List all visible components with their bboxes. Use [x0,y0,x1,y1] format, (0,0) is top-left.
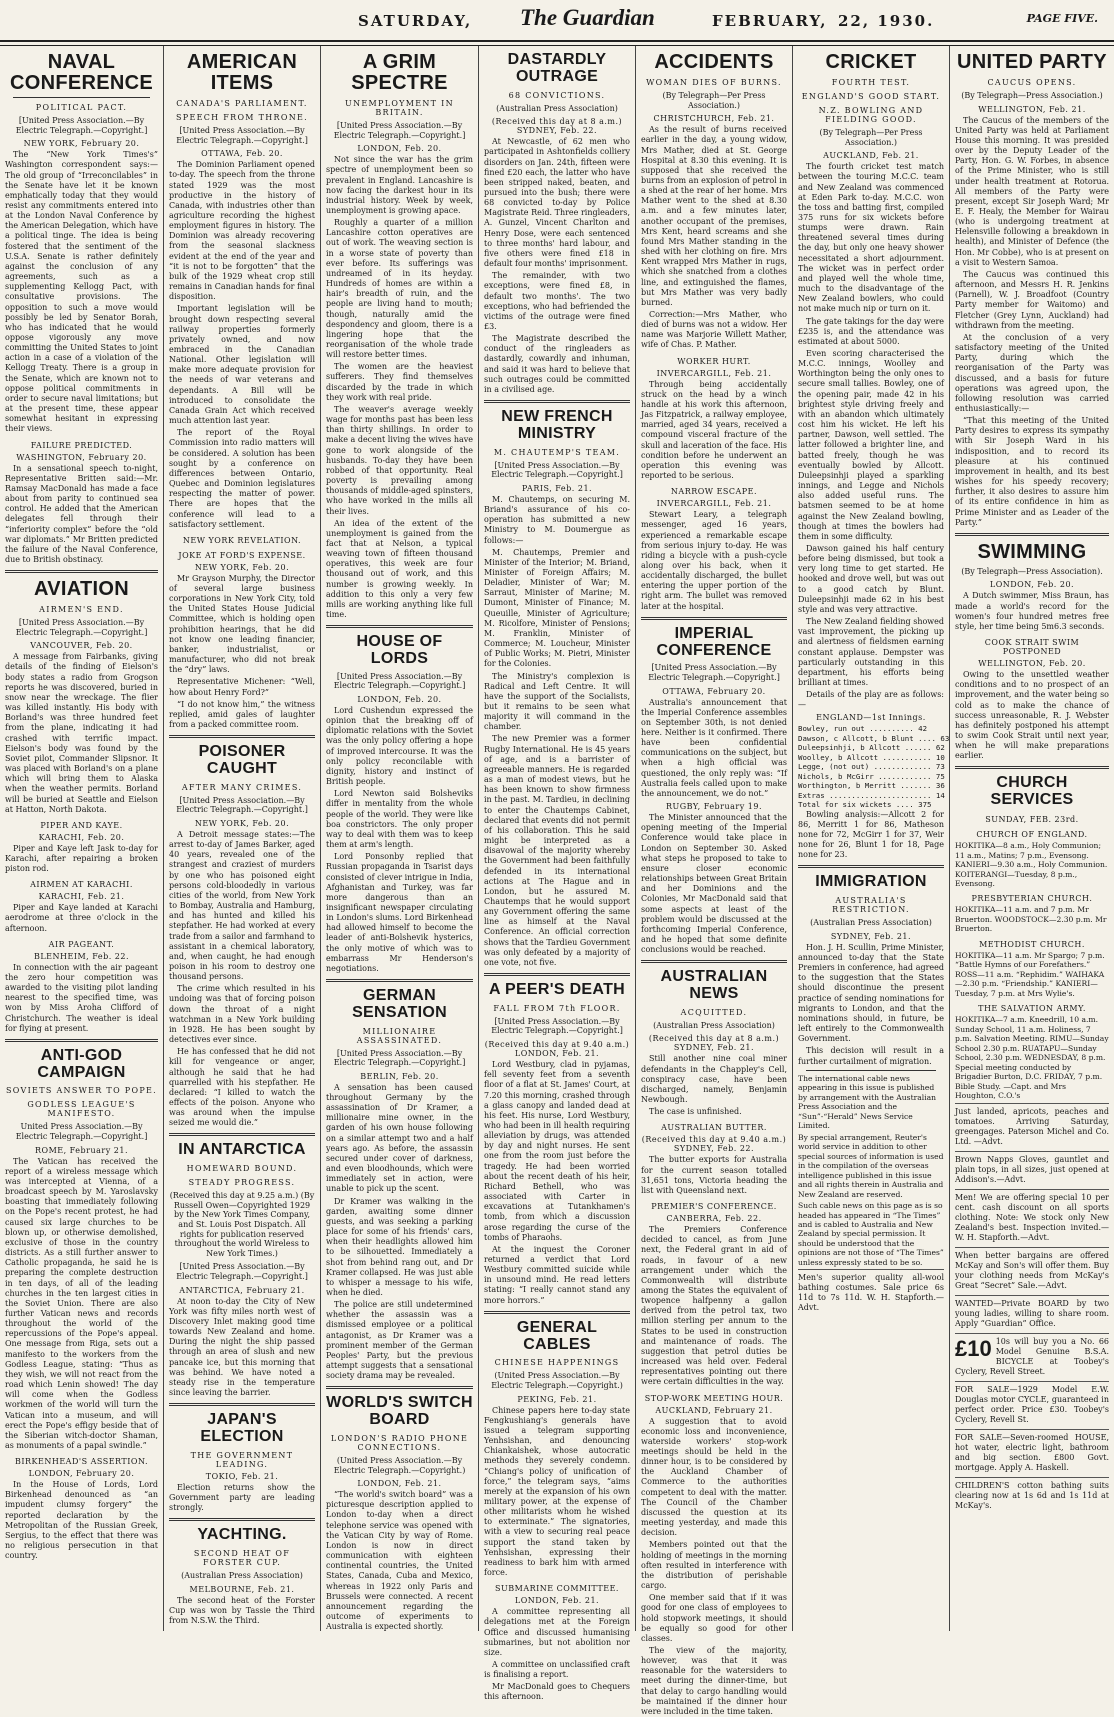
dateline: LONDON, Feb. 21. [514,1596,600,1606]
article-text: Bowling analysis:—Allcott 2 for 86, Merritt 1 for 86, Matheson none for 72, McGirr 1 for 37, Weir none for 26, Blunt 1 for 18, Page none for 23. [798,809,944,860]
dateline: AUCKLAND, Feb. 21. [823,151,919,161]
subhead: WORKER HURT. [677,356,751,366]
dateline: WASHINGTON, February 20. [16,452,147,462]
subhead: SUNDAY, FEB. 23rd. [985,815,1079,825]
dateline: OTTAWA, Feb. 20. [201,149,283,159]
divider [13,97,150,98]
dateline: BERLIN, Feb. 20. [360,1071,439,1081]
article-text: The police are still undetermined whether the assassin was a dismissed employee or a political antagonist, as Dr Kramer was a prominent member of the German Peoples' Party, but the previous attempt suggests that a sensational society drama may be revealed. [326,1300,473,1381]
subhead: NEW YORK REVELATION. [182,535,302,545]
subhead: GODLESS LEAGUE'S MANIFESTO. [27,1100,136,1119]
headline-dastardly-outrage: DASTARDLY OUTRAGE [507,51,607,85]
column-1 [0,46,164,1631]
column-2 [164,46,321,1631]
headline-house-of-lords: HOUSE OF LORDS [356,633,443,668]
dateline: LONDON, Feb. 20. [357,144,442,154]
subhead: CAUCUS OPENS. [987,78,1077,87]
dateline: CHRISTCHURCH, Feb. 21. [653,114,775,124]
divider [806,1070,936,1071]
subhead: THE SALVATION ARMY. [978,1004,1086,1014]
wire-credit: [United Press Association.—By Electric Telegraph.—Copyright.] [15,618,148,637]
wire-credit: (Australian Press Association) [181,1571,303,1581]
article-text: As the result of burns received earlier in the day, a young widow, Mrs Mather, died at St. George Hospital at 8.30 this evening. It is supposed that she received the burns from an explosion of petrol in a shed at the rear of her home. Mrs Mather went to the shed at 8.30 a.m. and a few minutes later, another occupant of the premises, Mrs Kent, heard screams and she found Mrs Mather standing in the shed with her clothing on fire. Mrs Kent wrapped Mrs Mather in rugs, which she snatched from a clothes line, and extinguished the flames, but Mrs Mather was very badly burned. [641,125,787,307]
advertisement: Brown Napps Gloves, gauntlet and plain tops, in all sizes, just opened at Addison's.—Advt. [955,1151,1109,1185]
divider [169,1133,315,1136]
advertisement: Men's superior quality all-wool bathing costumes. Sale price 6s 11d to 7s 11d. W. H. Stapforth.—Advt. [798,1269,944,1313]
wire-credit: [United Press Association.—By Electric Telegraph.—Copyright.] [491,1016,623,1036]
divider [484,1311,630,1314]
masthead-date: 22, 1930. [838,12,935,30]
subhead: AUSTRALIA'S RESTRICTION. [832,896,910,915]
wire-credit: (By Telegraph—Press Association). [961,566,1103,576]
headline-imperial-conference: IMPERIAL CONFERENCE [656,624,772,659]
article-text: A message from Fairbanks, giving details of the finding of Eielson's body states a radio from Grogson reports he was discovered, buried in snow near the wreckage. The flier was killed instantly. His body with Borland's was three hundred feet from the plane, indicating it had crashed with terrific impact. Eielson's body was found by the Soviet pilot, Commander Slipsnor. It was placed with Borland's on a plane which will bring them to Alaska when the weather permits. Borland will be buried at Seattle and Eielson at Hatton, North Dakota. [5,652,158,814]
dateline: (Received this day at 9.40 a.m.) LONDON, Feb. 21. [484,1040,630,1059]
article-text: An idea of the extent of the unemployment is gained from the fact that at Nelson, a typical weaving town of fifteen thousand operatives, this week are four thousand out of work, and this number is growing weekly. In addition to this only a very few mills are working anything like full time. [326,518,473,620]
dateline: LONDON, Feb. 21. [357,1479,442,1489]
divider [169,1518,315,1521]
subhead: FALL FROM 7th FLOOR. [493,1003,621,1013]
headline-worlds-switch-board: WORLD'S SWITCH BOARD [326,1394,473,1429]
masthead-title: The Guardian [520,5,655,30]
dateline: WELLINGTON, Feb. 20. [978,659,1086,669]
article-text: Stewart Leary, a telegraph messenger, aged 16 years, experienced a remarkable escape from serious injury to-day. He was riding a bicycle with a push-cycle along over his back, when it accidentally discharged, the bullet entering the upper portion of the right arm. The bullet was removed later at the hospital. [641,510,787,611]
dateline: KARACHI, Feb. 21. [38,892,125,902]
subhead: HOMEWARD BOUND. [186,1164,298,1174]
article-text: Important legislation will be brought down respecting several railway properties formerly privately owned, and now embraced in the Canadian National. Other legislation will make more adequate provision for the needs of war veterans and dependants. A Bill will be introduced to consolidate the Canada Grain Act which received much attention last year. [169,304,315,426]
service-listing: HOKITIKA—7 a.m. Kneedrill, 10 a.m. Sunday School, 11 a.m. Holiness, 7 p.m. Salvation Meeting. RIMU—Sunday School 2.30 p.m. RUATAPU—Sunday School, 2.30 p.m. WEDNESDAY, 8 p.m. Special meeting conducted by Brigadier Burton, D.C. FRIDAY, 7 p.m. Bible Study. —Capt. and Mrs Houghton, C.O.'s [955,1015,1109,1101]
article-text: Dr Kramer was walking in the garden, awaiting some dinner guests, and was seeking a parking place for some of his friends' cars, when their headlights allowed him to be silhouetted. Immediately a shot from behind rang out, and Dr Kramer collapsed. He was just able to whisper a message to his wife, when he died. [326,1196,473,1297]
divider [326,625,473,628]
article-text: Even scoring characterised the M.C.C. innings, Woolley and Worthington being the only ones to secure small tallies. Bowley, one of the opening pair, made 42 in his brightest style driving freely and with an abandon which ultimately cost him his wicket. He left his partner, Dawson, well settled. The latter followed a brighter line, and batted freely, though he was eventually bowled by Allcott. Duleepsinhji played a sparkling innings, and Legge and Nichols also added useful runs. The batsmen seemed to be at home against the New Zealand bowling, though at times the bowlers had them in some difficulty. [798,349,944,541]
subhead: THE GOVERNMENT LEADING. [190,1450,294,1469]
article-text: “The world's switch board” was a picturesque description applied to London to-day when a direct telephone service was opened with the Vatican City by way of Rome. London is now in direct communication with eighteen continental countries, the United States, Canada, Cuba and Mexico, whereas in 1922 only Paris and Brussels were connected. A recent announcement regarding the outcome of experiments to Australia is expected shortly. [326,1490,473,1632]
divider [326,979,473,982]
divider [5,570,158,573]
dateline: LONDON, Feb. 20. [989,580,1075,590]
dateline: PARIS, Feb. 21. [521,483,593,493]
score-total: Total for six wickets .... 375 [798,800,932,810]
subhead: UNEMPLOYMENT IN BRITAIN. [345,99,454,117]
wire-credit: (United Press Association.—By Electric Telegraph.—Copyright.) [491,1371,623,1390]
subhead: AUSTRALIAN BUTTER. [661,1123,767,1133]
article-text: The “New York Times's” Washington correspondent says:—The old group of “Irreconcilables” in the Senate have let it be known emphatically today that they would resist any commitments entered into at the London Naval Conference by the American Delegation, which have a political tinge. The idea is being fostered that the sentiment of the U.S.A. Senate is rather definitely against the conclusion of any agreements, such as a supplementing Kellogg Pact, with consultative provisions. The opposition to such a move would possibly be led by Senator Borah, who has indicated that he would oppose vigorously any move committing the United States to joint action in a case of a violation of the Kellogg Treaty. There is a group in the Senate, which are known not to oppose political commitments in order to secure naval limitations; but at the present time, these appear somewhat hesitant in expressing their views. [5,150,158,434]
article-text: The Minister announced that the opening meeting of the Imperial Conference would take place in London on September 30. Asked what steps he proposed to take to ensure closer economic relationships between Great Britain and her Dominions and the Colonies, Mr MacDonald said that some aspects at least of the problem would be discussed at the forthcoming Imperial Conference, and he hoped that some definite conclusions would be reached. [641,813,787,955]
service-listing: HOKITIKA—11 a.m. Mr Spargo; 7 p.m. “Battle Hymns of our Forefathers.” ROSS—11 a.m. “Rephidim.” WAIHAKA—2.30 p.m. “Friendship.” KANIERI—Tuesday, 7 p.m. at Mrs Wylie's. [955,950,1105,998]
subhead: SECOND HEAT OF FORSTER CUP. [193,1549,291,1568]
article-text: At noon to-day the City of New York was fifty miles north west of Discovery Inlet making good time towards New Zealand and home. During the night the ship passed through an area of slush and new pancake ice, but this morning that was behind. We have noted a steady rise in the temperature since leaving the barrier. [169,1296,315,1398]
article-text: The Ministry's complexion is Radical and Left Centre. It will have the support of the Socialists, but it remains to be seen what majority it will command in the chamber. [484,671,630,732]
article-text: Piper and Kaye left Jask to-day for Karachi, after repairing a broken piston rod. [5,843,158,874]
article-text: Correction:—Mrs Mather, who died of burns was not a widow. Her name was Marjorie Willett Mather, wife of Chas. P. Mather. [641,310,787,350]
article-text: M. Chautemps, on securing M. Briand's assurance of his co-operation has submitted a new Ministry to M. Doumergue as follows:— [484,494,630,545]
article-text: Lord Cushendun expressed the opinion that the breaking off of diplomatic relations with the Soviet was the only policy offering a hope of improved intercourse. It was the only policy reconcilable with dignity, history and instinct of British people. [326,706,473,787]
subhead: SPEECH FROM THRONE. [175,113,309,122]
wire-credit: (Australian Press Association) [496,103,618,113]
headline-japans-election: JAPAN'S ELECTION [200,1411,284,1445]
article-text: A Detroit message states:—The arrest to-day of James Barker, aged 40 years, revealed one of the strangest and craziest of murders by one who has poisoned eight persons cold-bloodedly in various cities of the world, from New York to Bombay, Australia and Hamburg, and has hunted and killed his stepfather. He had worked at every trade from a sailor and farmhand to assistant in a chemical laboratory, and, when caught, he had enough poison in his room to destroy one thousand persons. [169,829,315,982]
headline-cricket: CRICKET [825,51,917,73]
article-text: Piper and Kaye landed at Karachi aerodrome at three o'clock in the afternoon. [5,903,158,933]
article-text: Chinese papers here to-day state Fengkushiang's generals have issued a telegram supporting Yenhsishan, and denouncing Chiankaishek, whose autocratic methods they severely condemn. “Chiang's policy of unification of force,” the telegram says, “aims merely at the expansion of his own military power, at the expense of other militarists whom he wished to exterminate.” The signatories, with a view to securing real peace support the stand taken by Yenhsishan, expressing their readiness to bark him with armed force. [484,1405,630,1578]
article-text: He has confessed that he did not kill for vengeance or anger, although he said that he had quarrelled with his stepfather. He declared: “I killed to watch the effects of the poison. Anyone who was around when the impulse seized me would die.” [169,1047,315,1128]
divider [5,1039,158,1042]
article-text: A committee on unclassified craft is finalising a report. [484,1660,630,1680]
wire-credit: (Australian Press Association) [810,918,932,928]
wire-credit: [United Press Association.—By Electric Telegraph.—Copyright.] [176,795,308,815]
headline-accidents: ACCIDENTS [654,51,774,73]
article-text: The Dominion Parliament opened to-day. The speech from the throne stated 1929 was the most productive in the history of Canada, with industries other than agriculture recording the highest employment figures in history. The Dominion was already recovering from the seasonal slackness evident at the end of the year and “it is not to be forgotten” that the bulk of the 1929 wheat crop still remains in Canadian hands for final disposition. [169,160,315,302]
advertisement: Just landed, apricots, peaches and tomatoes. Arriving Saturday, greengages. Paterson Michel and Co. Ltd. —Advt. [955,1103,1109,1147]
cable-notice: The international cable news appearing in this issue is published by arrangement with the Australian Press Association and the “Sun”-“Herald” News Service Limited. [798,1073,937,1131]
headline-a-peers-death: A PEER'S DEATH [488,981,626,999]
subhead: JOKE AT FORD'S EXPENSE. [178,550,306,560]
subhead: CHURCH OF ENGLAND. [976,830,1088,840]
article-text: Not since the war has the grim spectre of unemployment been so prevalent in England. Lancashire is now facing the darkest hour in its industrial history. Week by week, unemployment is growing apace. [326,155,473,215]
dateline: LONDON, Feb. 20. [357,695,442,704]
subhead: ENGLAND'S GOOD START. [801,92,941,101]
service-listing: HOKITIKA—8 a.m., Holy Communion; 11 a.m., Matins; 7 p.m., Evensong. KANIERI—9.30 a.m., Holy Communion. KOITERANGI—Tuesday, 8 p.m., Evensong. [955,841,1108,888]
wire-credit: [United Press Association.—By Electric Telegraph.—Copyright.] [648,663,780,682]
wire-credit: [United Press Association.—By Electric Telegraph.—Copyright.] [176,126,308,145]
subhead: COOK STRAIT SWIM POSTPONED [984,638,1080,657]
article-text: The view of the majority, however, was that it was reasonable for the watersiders to meet during the dinner-time, but that delay to cargo handling would be maintained if the dinner hour were included in the time taken. [641,1645,787,1716]
article-text: Owing to the unsettled weather conditions and to no prospect of an improvement, and the water being so cold as to make the chance of success unreasonable, R. J. Webster has definitely postponed his attempt to swim Cook Strait until next year, when he will make preparations earlier. [955,670,1109,761]
subhead: FAILURE PREDICTED. [30,440,133,450]
dateline: NEW YORK, February 20. [23,139,140,149]
headline-american-items: AMERICAN ITEMS [186,51,298,94]
article-text: Mr MacDonald goes to Chequers this afternoon. [484,1682,630,1702]
score-line: Legge, (not out) ............. 73 [798,762,945,772]
wire-credit: [United Press Association.—By Electric Telegraph.—Copyright.] [491,460,623,480]
article-text: Details of the play are as follows:— [798,690,944,710]
article-text: The butter exports for Australia for the current season totalled 31,651 tons, Victoria heading the list with Queensland next. [641,1155,787,1195]
article-text: The crime which resulted in his undoing was that of forcing poison down the throat of a night watchman in a New York building in 1928. He has been sought by detectives ever since. [169,984,315,1045]
classified-ad: FOR SALE—Seven-roomed HOUSE, hot water, electric light, bathroom and big section. £800 Govt. mortgage. Apply A. Haskell. [955,1429,1109,1473]
wire-credit: (By Telegraph—Per Press Association.) [819,128,923,147]
advertisement: When better bargains are offered McKay and Son's will offer them. Buy your clothing needs from McKay's Great “Secret” Sale.—Advt. [955,1247,1109,1291]
wire-credit: (Australian Press Association) [653,1020,775,1030]
headline-yachting: YACHTING. [197,1526,287,1544]
dateline: (Received this day at 8 a.m.) SYDNEY, Feb. 21. [648,1034,780,1053]
dateline: AUCKLAND, February 21. [655,1405,773,1415]
classified-ad [955,1333,1109,1377]
article-text: A Dutch swimmer, Miss Braun, has made a world's record for the women's four hundred metres free style, her time being 5m6.3 seconds. [955,591,1109,631]
article-text: The women are the heaviest sufferers. They find themselves discarded by the trade in which they work with real pride. [326,362,473,402]
dateline: WELLINGTON, Feb. 21. [978,104,1086,114]
classified-ad: WANTED—Private BOARD by two young ladies, willing to share room. Apply “Guardian” Office. [955,1295,1109,1329]
article-text: Dawson gained his half century before being dismissed, but took a very long time to get started. He hooked and drove well, but was out to a good catch by Blunt. Duleepsinhji made 62 in his best style and was very attractive. [798,543,944,614]
dateline: SYDNEY, Feb. 21. [830,931,912,941]
wire-credit: United Press Association.—By Electric Telegraph.—Copyright.] [15,1122,148,1142]
wire-credit: [United Press Association.—By Electric Telegraph.—Copyright.] [333,671,466,691]
subhead: CHINESE HAPPENINGS [494,1358,620,1368]
subhead: METHODIST CHURCH. [979,939,1085,949]
article-text: The Magistrate described the conduct of the ringleaders as dastardly, cowardly and inhuman, and said it was hard to believe that such outrages could be committed in a civilised age. [484,334,630,394]
article-text: A suggestion that to avoid economic loss and inconvenience, waterside workers' stop-work meetings should be held in the dinner hour, is to be considered by the Auckland Chamber of Commerce to the authorities competent to deal with the matter. The Council of the Chamber discussed the question at its meeting yesterday, and made this decision. [641,1416,787,1538]
dateline: CANBERRA, Feb. 22. [666,1214,762,1224]
column-4 [479,46,636,1702]
article-text: At the inquest the Coroner returned a verdict that Lord Westbury committed suicide while in unsound mind. He read letters stating: “I really cannot stand any more horrors.” [484,1244,630,1305]
article-text: Representative Michener: “Well, how about Henry Ford?” [169,677,315,697]
dateline: NEW YORK, Feb. 20. [194,562,290,572]
dateline: RUGBY, February 19. [665,802,763,812]
score-line: Woolley, b Allcott ........... 10 [798,752,945,762]
dateline: NEW YORK, Feb. 20. [194,818,290,828]
page-number: PAGE FIVE. [1026,12,1098,25]
dateline: PEKING, Feb. 21. [517,1394,597,1404]
dateline: BLENHEIM, Feb. 22. [33,951,130,961]
headline-in-antarctica: IN ANTARCTICA [178,1141,306,1159]
article-text: At Newcastle, of 62 men who participated in Ashtonfields colliery disorders on Jan. 24th, fifteen were fined £20 each, the latter who have been stripped naked, beaten, and pursued into the bush; there were 68 convicted to-day by Police Magistrate Reid. Three ringleaders, A. Gunzel, Vincent Charlton and Henry Dose, were each sentenced to three months' hard labour, and five others were fined £18 in default four months' imprisonment. [484,137,630,269]
subhead: NARROW ESCAPE. [670,487,758,497]
column-6 [793,46,950,1631]
score-line: Dawson, c Allcott, b Blunt .... 63 [798,733,950,743]
wire-credit: (By Telegraph—Press Association.) [961,91,1103,100]
column-3 [321,46,479,1631]
masthead-day: SATURDAY, [358,12,473,30]
article-text: The remainder, with two exceptions, were fined £8, in default two months'. The two exceptions, who had befriended the victims of the outrage were fined £3. [484,271,630,331]
article-text: One member said that if it was good for one class of employees to hold stopwork meetings, it should be equally so good for other classes. [641,1593,787,1643]
score-line: Nichols, b McGirr ............ 75 [798,771,945,781]
article-text: Hon. J. H. Scullin, Prime Minister, announced to-day that the State Premiers in conference, had agreed to the suggestion that the States should discontinue the present practice of sending nominations for migrants to London, and that the nominations should, in future, be left entirely to the Commonwealth Government. [798,942,944,1044]
advertisement: Men! We are offering special 10 per cent. cash discount on all sports clothing. Note: We stock only New Zealand's best. Inspection invited.—W. H. Stapforth.—Advt. [955,1189,1109,1243]
dateline: MELBOURNE, Feb. 21. [189,1584,295,1594]
headline-new-french-ministry: NEW FRENCH MINISTRY [501,408,613,442]
headline-general-cables: GENERAL CABLES [516,1318,598,1353]
dateline: INVERCARGILL, Feb. 21. [656,368,772,378]
article-text: Still another nine coal miner defendants in the Chappley's Cell, conspiracy case, have been discharged, namely, Benjamin Newbough. [641,1054,787,1105]
dateline: KARACHI, Feb. 20. [38,832,125,842]
article-text: The Premiers Conference decided to cancel, as from June next, the Federal grant in aid of roads, in favour of a new arrangement under which the Commonwealth will distribute among the States the equivalent of twopence halfpenny a gallon derived from the petrol tax, two million sterling per annum to the States to be used in construction and maintenance of roads. The suggestion that petrol duties be increased was held over. Federal representatives pointing out there were certain difficulties in the way. [641,1225,787,1387]
score-line: Bowley, run out .......... 42 [798,724,928,734]
dateline: ROME, February 21. [34,1145,129,1155]
dateline: ANTARCTICA, February 21. [179,1285,305,1295]
subhead: FOURTH TEST. [831,78,911,87]
subhead: STOP-WORK MEETING HOUR. [644,1393,784,1403]
headline-church-services: CHURCH SERVICES [990,774,1074,809]
ad-text: 10s will buy you a No. 66 Model Genuine B.S.A. BICYCLE at Toobey's Cyclery, Revell Street. [955,1336,1109,1376]
article-text: The New Zealand fielding showed vast improvement, the picking up and alertness of fieldsmen earning constant applause. Dempster was particularly outstanding in this department, his efforts being brilliant at times. [798,617,944,687]
headline-a-grim-spectre: A GRIM SPECTRE [351,51,448,94]
cable-notice: Such cable news on this page as is so headed has appeared in “The Times” and is cabled to Australia and New Zealand by special permission. It should be understood that the opinions are not those of “The Times” unless expressly stated to be so. [798,1201,944,1267]
dateline: INVERCARGILL, Feb. 21. [656,499,772,509]
article-text: The Caucus was continued this afternoon, and Messrs H. R. Jenkins (Parnell), W. J. Broadfoot (Country Party member for Waitomo) and Fletcher (Grey Lynn, Auckland) had withdrawn from the meeting. [955,269,1109,330]
subhead: LONDON'S RADIO PHONE CONNECTIONS. [330,1433,469,1452]
article-text: Lord Ponsonby replied that Russian propaganda in Tsarist days consisted of clever intrigue in India, Afghanistan and Turkey, was far more dangerous than an insignificant newspaper circulating in London's slums. Lord Birkenhead had allowed himself to become the leader of anti-Bolshevik hysterics, the only motive of which was to embarrass Mr Henderson's negotiations. [326,852,473,973]
subhead: M. CHAUTEMP'S TEAM. [493,447,621,457]
wire-credit: [United Press Association.—By Electric Telegraph.—Copyright.] [15,116,148,135]
article-text: The weaver's average weekly wage for months past has been less than thirty shillings. In order to make a decent living the wives have gone to work alongside of the husbands. To-day they have been robbed of that opportunity. Real poverty is prevailing among thousands of middle-aged spinsters, who have worked in the mills all their lives. [326,404,473,516]
article-text: Lord Newton said Bolsheviks differ in mentality from the whole people of the world. They were like boa constrictors. The only proper way to deal with them was to keep them at arm's length. [326,789,473,850]
headline-australian-news: AUSTRALIAN NEWS [660,968,768,1003]
subhead: N.Z. BOWLING AND FIELDING GOOD. [818,106,924,124]
headline-german-sensation: GERMAN SENSATION [352,987,447,1021]
subhead: PRESBYTERIAN CHURCH. [971,894,1093,904]
article-text: Mr Grayson Murphy, the Director of several large business corporations in New York City, told the United States House Judicial Committee, which is holding open prohibition hearings, that he did not know one leading financier, banker, industrialist, or manufacturer, who did not break the “dry” laws. [169,573,315,675]
headline-naval-conference: NAVAL CONFERENCE [9,51,153,94]
article-text: Election returns show the Government party are leading strongly. [169,1482,315,1513]
masthead [0,0,1114,40]
dateline: VANCOUVER, Feb. 20. [30,641,133,651]
ad-price: £10 [955,1335,992,1361]
headline-poisoner-caught: POISONER CAUGHT [198,743,286,777]
article-text: The gate takings for the day were £235 is, and the attendance was estimated at about 5000. [798,316,944,346]
subhead: 68 CONVICTIONS. [508,90,606,100]
divider [798,865,944,868]
article-text: Australia's announcement that the Imperial Conference assembles on September 30th, is not denied here. Neither is it confirmed. There have been confidential communications on the subject, but when a high official was questioned, the only reply was: “If Australia feels called upon to make the announcement, we do not.” [641,697,787,798]
article-text: Roughly a quarter of a million Lancashire cotton operatives are out of work. The weaving section is in a worse state of poverty than ever before. Its sufferings was undreamed of in its heyday. Hundreds of homes are within a hair's breadth of ruin, and the people are living hand to mouth; though, naturally amid the despondency and gloom, there is a lingering hope that the reorganisation of the whole trade will restore better times. [326,218,473,360]
divider [484,973,630,976]
subhead: AIR PAGEANT. [48,939,115,949]
article-text: Lord Westbury, clad in pyjamas, fell seventy feet from a seventh floor of a flat at St. James' Court, at 7.20 this morning, crashed through a glass canopy and landed dead at his feet. His nurse, Lord Westbury, who had been in ill health requiring alleviation by drugs, was attended by day and night nurses. He sent one from the room just before the tragedy. He had been worried about the recent death of his heir, Richard Bethell, who was associated with Carter in excavations at Tutankhamen's tomb, from which a discussion arose regarding the curse of the tombs of Pharaohs. [484,1060,630,1242]
article-text: Through being accidentally struck on the head by a winch handle at his work this afternoon, Jas Fitzpatrick, a railway employee, married, aged 34 years, received a compound visceral fracture of the skull and laceration of the face. His condition before he underwent an operation this evening was reported to be serious. [641,379,787,481]
masthead-month: FEBRUARY, [712,12,828,30]
article-text: In a sensational speech to-night, Representative Britten said:—Mr. Ramsay MacDonald has made a face about from parity to continued sea control. He added that the American delegates fell through their “inferiority complex” before the “old war diplomats.” Mr Britten predicted the failure of the Naval Conference, due to British obstinacy. [5,463,158,564]
article-text: The Caucus of the members of the United Party was held at Parliament House this morning. It was presided over by the Deputy Leader of the Party, Hon. G. W. Forbes, in absence of the Prime Minister, who is still under health treatment at Rotorua. All members of the Party were present, except Sir Joseph Ward; Mr E. F. Healy, the Member for Wairau (who is undergoing treatment at Helensville following a breakdown in health), and Minister of Defence (the Hon. Mr Cobbe), who is at present on a visit to Western Samoa. [955,115,1109,267]
subhead: SUBMARINE COMMITTEE. [495,1584,619,1594]
divider [169,735,315,738]
article-text: The second heat of the Forster Cup was won by Tassie the Third from N.S.W. the Third. [169,1595,315,1625]
wire-credit: [United Press Association.—By Electric Telegraph.—Copyright.] [333,1048,466,1068]
article-text: The report of the Royal Commission into radio matters will be considered. A solution has been sought by a conference on differences between Ontario, Quebec and Dominion legislatures respecting the matter of power. There are hopes that the conference will lead to a satisfactory settlement. [169,428,315,529]
headline-aviation: AVIATION [34,578,129,601]
headline-united-party: UNITED PARTY [957,51,1107,73]
subhead: BIRKENHEAD'S ASSERTION. [14,1457,148,1467]
article-text: A sensation has been caused throughout Germany by the assassination of Dr Kramer, a millionaire mine owner, in the garden of his own house following on a similar attempt two and a half years ago. As before, the assassin secured under cover of darkness, and even bloodhounds, which were immediately set in action, were unable to pick up the scent. [326,1082,473,1194]
article-text: M. Chautemps, Premier and Minister of the Interior; M. Briand, Minister of Foreign Affairs; M. Deladier, Minister of War; M. Sarraut, Minister of Marine; M. Dumont, Minister of Finance; M. Queuille, Minister of Agriculture; M. Ricolfore, Minister of Pensions; M. Franklin, Minister of Commerce; M. Loucheur, Minister of Public Works; M. Pietri, Minister for the Colonies. [484,547,630,669]
column-5 [636,46,793,1716]
dateline: OTTAWA, February 20. [662,686,766,696]
wire-credit: [United Press Association.—By Electric Telegraph.—Copyright.] [333,121,466,140]
subhead: POLITICAL PACT. [35,103,128,112]
divider [641,960,787,963]
article-text: The fourth cricket test match between the touring M.C.C. team and New Zealand was commenced at Eden Park to-day. M.C.C. won the toss and batting first, compiled 375 runs for six wickets before stumps were drawn. Rain threatened several times during the day, but only one heavy shower necessitated a short adjournment. The wicket was in perfect order and played well the whole time, much to the disadvantage of the New Zealand bowlers, who could not make much nip or turn on it. [798,162,944,314]
score-line: Extras ....................... 14 [798,790,945,800]
subhead: PREMIER'S CONFERENCE. [651,1202,777,1212]
service-listing: HOKITIKA—11 a.m. and 7 p.m. Mr Bruerton. WOODSTOCK—2.30 p.m. Mr Bruerton. [955,905,1107,934]
dateline: LONDON, February 20. [28,1469,135,1479]
subhead: AIRMEN'S END. [39,605,124,615]
subhead: MILLIONAIRE ASSASSINATED. [356,1026,443,1045]
wire-credit: [United Press Association.—By Electric Telegraph.—Copyright.] [176,1262,308,1282]
article-text: The Vatican has received the report of a wireless message which was intercepted at Vienna, of a broadcast speech by M. Yaroslavsky boasting that immediately following on the Pope's recent protest, he had caused six large churches to be blown up, or otherwise demolished, exclusive of those in the country districts. As a still further answer to Catholic propaganda, he said he is preparing the complete destruction in ten days, of all of the leading churches in the ten largest cities in the Soviet Union. There are also further Vatican news and records throughout the world of the repercussions of the Pope's appeal. One message from Riga, sets out a manifesto to the workers from the Godless League, stating: “Thus as they wish, we will not react from the road which Lenin showed! The day will come when the Godless workmen of the world will turn the Vatican into a museum, and will erect the Pope's effigy beside that of the Siberian witch-doctor Shaman, as monuments of a papal swindle.” [5,1156,158,1450]
score-line: Worthington, b Merritt ....... 36 [798,781,945,791]
article-text: The case is unfinished. [649,1107,742,1117]
wire-credit: (By Telegraph—Per Press Association.) [662,91,766,110]
article-text: A committee representing all delegations met at the Foreign Office and discussed humanising submarines, but not abolition nor size. [484,1607,630,1657]
article-text: In connection with the air pageant the zero hour competition was awarded to the visiting pilot landing nearest to the specified time, was won by Miss Aroha Clifford of Christchurch. The weather is ideal for flying at present. [5,962,158,1033]
classified-ad: CHILDREN'S cotton bathing suits clearing now at 1s 6d and 1s 11d at McKay's. [955,1477,1109,1511]
subhead: CANADA'S PARLIAMENT. [176,99,308,108]
dateline: (Received this day at 9.40 a.m.) SYDNEY, Feb. 22. [641,1135,787,1154]
dateline: (Received this day at 8 a.m.) SYDNEY, Feb. 22. [491,117,623,136]
subhead: WOMAN DIES OF BURNS. [646,78,782,87]
subhead: AIRMEN AT KARACHI. [30,880,133,890]
article-text: The new Premier was a former Rugby International. He is 45 years of age, and is a barrister of agreeable manners. He is regarded as a man of modest views, but he has been known to show firmness in the past. M. Tardieu, in declining to enter the Chautemps Cabinet, declared that events did not permit of his collaboration. This he said might be interpreted as a disavowal of the majority whereby the Government had been faithfully defended in its international actions at The Hague and in London, but he assured M. Chautemps that he would support any Government offering the same line as himself at the Naval Conference. An official correction shows that the Tardieu Government was only defeated by a majority of one vote, not five. [484,734,630,967]
article-text: “I do not know him,” the witness replied, amid gales of laughter from a packed committee room. [169,699,315,729]
headline-anti-god-campaign: ANTI-GOD CAMPAIGN [37,1046,126,1081]
divider [326,1386,473,1389]
dateline: TOKIO, Feb. 21. [205,1471,279,1481]
wire-credit: (Received this day at 9.25 a.m.) (By Russell Owen—Copyrighted 1929 by the New York Times Company, and St. Louis Post Dispatch. All rights for publication reserved throughout the world Wireless to New York Times.) [169,1191,315,1258]
divider [955,533,1109,536]
divider [484,400,630,403]
score-line: Duleepsinhji, b Allcott ...... 62 [798,743,945,753]
headline-swimming: SWIMMING [977,540,1087,563]
article-text: Members pointed out that the holding of meetings in the morning often resulted in interference with the distribution of perishable cargo. [641,1540,787,1591]
article-text: At the conclusion of a very satisfactory meeting of the United Party, during which the reorganisation of the Party was discussed, and a basis for future operations was agreed upon, the following resolution was carried enthusiastically:— [955,332,1109,413]
article-text: This decision will result in a further curtailment of migration. [798,1046,944,1066]
subhead: ACQUITTED. [680,1007,748,1017]
wire-credit: (United Press Association.—By Electric Telegraph.—Copyright.) [333,1455,466,1475]
divider [955,766,1109,769]
divider [641,617,787,620]
divider [169,1403,315,1406]
article-text: In the House of Lords, Lord Birkenhead denounced as “an impudent clumsy forgery” the reported declaration by the Metropolitan of the Russian Greek, Sergius, to the effect that there was no religious persecution in that country. [5,1480,158,1561]
subhead: SOVIETS ANSWER TO POPE. [6,1086,157,1096]
column-7 [950,46,1114,1631]
headline-immigration: IMMIGRATION [815,873,927,891]
subhead: PIPER AND KAYE. [40,820,123,830]
article-text: “That this meeting of the United Party desires to express its sympathy with Sir Joseph Ward in his indisposition, and to record its pleasure at his continued improvement in health, and its best wishes for his speedy recovery; further, it also desires to assure him of its entire confidence in him as Prime Minister and as Leader of the Party.” [955,416,1109,527]
innings-heading: ENGLAND—1st Innings. [816,713,926,723]
subhead: AFTER MANY CRIMES. [181,782,303,792]
subhead: STEADY PROGRESS. [188,1178,296,1188]
classified-ad: FOR SALE—1929 Model E.W. Douglas motor CYCLE, guaranteed in perfect order. Price £30. Toobey's Cyclery, Revell St. [955,1381,1109,1425]
cable-notice: By special arrangement, Reuter's world service in addition to other special sources of information is used in the compilation of the overseas intelligence published in this issue and all rights therein in Australia and New Zealand are reserved. [798,1132,944,1199]
